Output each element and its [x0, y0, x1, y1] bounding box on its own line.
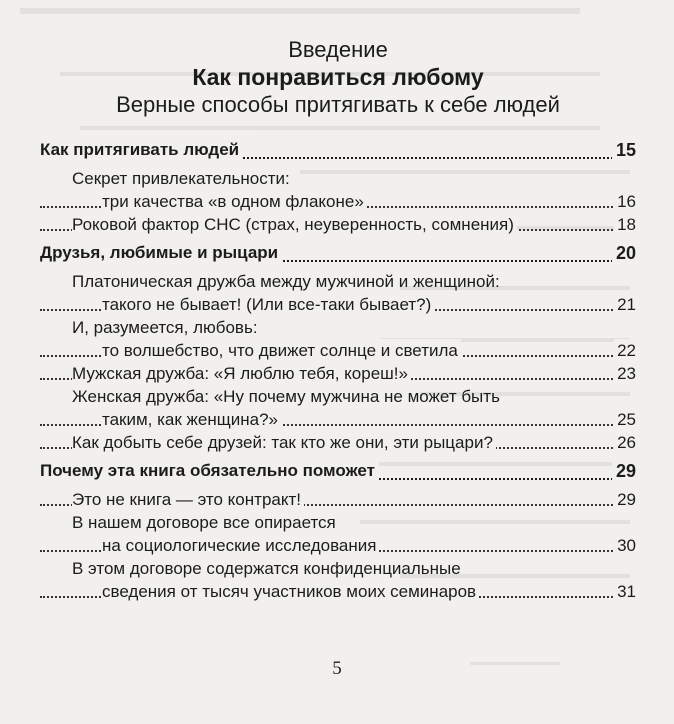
toc-section-heading[interactable] [40, 454, 636, 488]
intro-heading: Введение [288, 37, 388, 62]
toc-page [40, 36, 636, 603]
entry-title: Как добыть себе друзей: так кто же они, эти рыцари? [72, 431, 496, 454]
toc-entry[interactable] [40, 408, 636, 431]
section-title: Как притягивать людей [40, 133, 243, 167]
entry-title: на социологические исследования [102, 534, 379, 557]
table-of-contents [40, 133, 636, 603]
chapter-title: Как понравиться любому [192, 64, 484, 90]
toc-entry-line: Секрет привлекательности: [72, 169, 290, 188]
entry-page-number: 26 [614, 431, 636, 454]
toc-section-heading[interactable] [40, 236, 636, 270]
toc-entry[interactable] [40, 580, 636, 603]
entry-page-number: 21 [614, 293, 636, 316]
chapter-subtitle: Верные способы притягивать к себе людей [116, 92, 560, 117]
toc-entry[interactable] [40, 362, 636, 385]
toc-entry[interactable] [40, 431, 636, 454]
entry-page-number: 29 [614, 488, 636, 511]
entry-title: Роковой фактор СНС (страх, неуверенность, сомнения) [72, 213, 517, 236]
toc-entry[interactable] [40, 213, 636, 236]
section-page-number: 29 [612, 454, 636, 488]
entry-title: Мужская дружба: «Я люблю тебя, кореш!» [72, 362, 411, 385]
toc-section-heading[interactable] [40, 133, 636, 167]
entry-page-number: 16 [614, 190, 636, 213]
chapter-header [40, 36, 636, 119]
entry-title: сведения от тысяч участников моих семинаров [102, 580, 479, 603]
entry-page-number: 23 [614, 362, 636, 385]
entry-title: такого не бывает! (Или все-таки бывает?) [102, 293, 434, 316]
toc-entry-line: И, разумеется, любовь: [72, 318, 258, 337]
entry-page-number: 22 [614, 339, 636, 362]
section-page-number: 15 [612, 133, 636, 167]
section-title: Почему эта книга обязательно поможет [40, 454, 379, 488]
toc-entry[interactable] [40, 488, 636, 511]
page-number: 5 [332, 658, 342, 679]
toc-entry-line: Женская дружба: «Ну почему мужчина не может быть [72, 387, 500, 406]
toc-entry[interactable] [40, 190, 636, 213]
toc-entry-line: В нашем договоре все опирается [72, 513, 336, 532]
entry-title: три качества «в одном флаконе» [102, 190, 367, 213]
section-title: Друзья, любимые и рыцари [40, 236, 282, 270]
entry-page-number: 30 [614, 534, 636, 557]
entry-page-number: 31 [614, 580, 636, 603]
section-page-number: 20 [612, 236, 636, 270]
entry-page-number: 25 [614, 408, 636, 431]
entry-page-number: 18 [614, 213, 636, 236]
toc-entry-line: В этом договоре содержатся конфиденциальные [72, 559, 461, 578]
entry-title: таким, как женщина?» [102, 408, 281, 431]
entry-title: Это не книга — это контракт! [72, 488, 304, 511]
entry-title: то волшебство, что движет солнце и светила [102, 339, 461, 362]
toc-entry[interactable] [40, 339, 636, 362]
toc-entry[interactable] [40, 293, 636, 316]
toc-entry-line: Платоническая дружба между мужчиной и женщиной: [72, 272, 500, 291]
toc-entry[interactable] [40, 534, 636, 557]
